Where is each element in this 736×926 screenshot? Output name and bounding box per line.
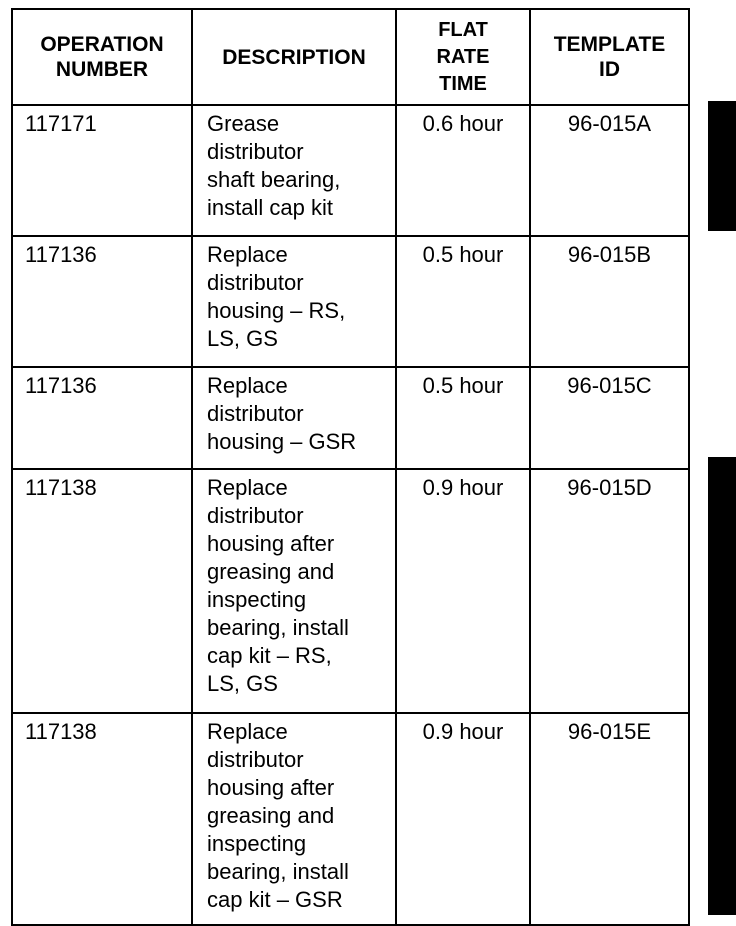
header-description bbox=[192, 9, 396, 105]
description-line: distributor bbox=[207, 747, 304, 772]
header-operation-number bbox=[12, 9, 192, 105]
section-tab-marker bbox=[708, 457, 736, 915]
table-row bbox=[12, 105, 689, 236]
header-line: DESCRIPTION bbox=[222, 45, 366, 69]
cell-template-id: 96-015A bbox=[530, 105, 689, 236]
cell-template-id: 96-015B bbox=[530, 236, 689, 367]
cell-description bbox=[192, 713, 396, 925]
description-line: cap kit – RS, bbox=[207, 643, 332, 668]
header-line: OPERATION bbox=[40, 33, 164, 56]
description-line: housing after bbox=[207, 531, 335, 556]
description-line: install cap kit bbox=[207, 195, 333, 220]
description-line: housing after bbox=[207, 775, 335, 800]
cell-description bbox=[192, 105, 396, 236]
header-flat-rate-time bbox=[396, 9, 530, 105]
cell-flat-rate-time: 0.9 hour bbox=[396, 469, 530, 713]
description-line: LS, GS bbox=[207, 326, 278, 351]
description-line: distributor bbox=[207, 270, 304, 295]
cell-template-id: 96-015E bbox=[530, 713, 689, 925]
description-line: cap kit – GSR bbox=[207, 887, 343, 912]
cell-description bbox=[192, 469, 396, 713]
cell-operation-number: 117136 bbox=[12, 367, 192, 469]
description-line: distributor bbox=[207, 139, 304, 164]
table-row bbox=[12, 713, 689, 925]
description-line: distributor bbox=[207, 401, 304, 426]
description-line: LS, GS bbox=[207, 671, 278, 696]
cell-description bbox=[192, 236, 396, 367]
header-line: FLAT bbox=[438, 18, 488, 41]
cell-flat-rate-time: 0.5 hour bbox=[396, 367, 530, 469]
header-line: ID bbox=[599, 58, 620, 81]
description-line: shaft bearing, bbox=[207, 167, 341, 192]
description-line: Grease bbox=[207, 111, 280, 136]
cell-description bbox=[192, 367, 396, 469]
cell-flat-rate-time: 0.9 hour bbox=[396, 713, 530, 925]
cell-template-id: 96-015C bbox=[530, 367, 689, 469]
cell-operation-number: 117171 bbox=[12, 105, 192, 236]
header-line: TEMPLATE bbox=[553, 33, 666, 56]
description-line: inspecting bbox=[207, 831, 307, 856]
description-line: distributor bbox=[207, 503, 304, 528]
description-line: Replace bbox=[207, 475, 288, 500]
description-line: greasing and bbox=[207, 559, 335, 584]
description-line: housing – RS, bbox=[207, 298, 346, 323]
cell-flat-rate-time: 0.6 hour bbox=[396, 105, 530, 236]
cell-operation-number: 117138 bbox=[12, 713, 192, 925]
header-line: TIME bbox=[439, 72, 487, 95]
table-row bbox=[12, 469, 689, 713]
description-line: inspecting bbox=[207, 587, 307, 612]
cell-flat-rate-time: 0.5 hour bbox=[396, 236, 530, 367]
header-line: RATE bbox=[436, 45, 490, 68]
description-line: Replace bbox=[207, 719, 288, 744]
description-line: bearing, install bbox=[207, 859, 349, 884]
table-header-row bbox=[12, 9, 689, 105]
section-tab-marker bbox=[708, 101, 736, 231]
description-line: bearing, install bbox=[207, 615, 349, 640]
description-line: greasing and bbox=[207, 803, 335, 828]
header-template-id bbox=[530, 9, 689, 105]
table-row bbox=[12, 367, 689, 469]
cell-operation-number: 117136 bbox=[12, 236, 192, 367]
description-line: Replace bbox=[207, 373, 288, 398]
cell-operation-number: 117138 bbox=[12, 469, 192, 713]
description-line: Replace bbox=[207, 242, 288, 267]
header-line: NUMBER bbox=[55, 58, 149, 81]
description-line: housing – GSR bbox=[207, 429, 357, 454]
operations-table bbox=[11, 8, 690, 926]
cell-template-id: 96-015D bbox=[530, 469, 689, 713]
table-row bbox=[12, 236, 689, 367]
